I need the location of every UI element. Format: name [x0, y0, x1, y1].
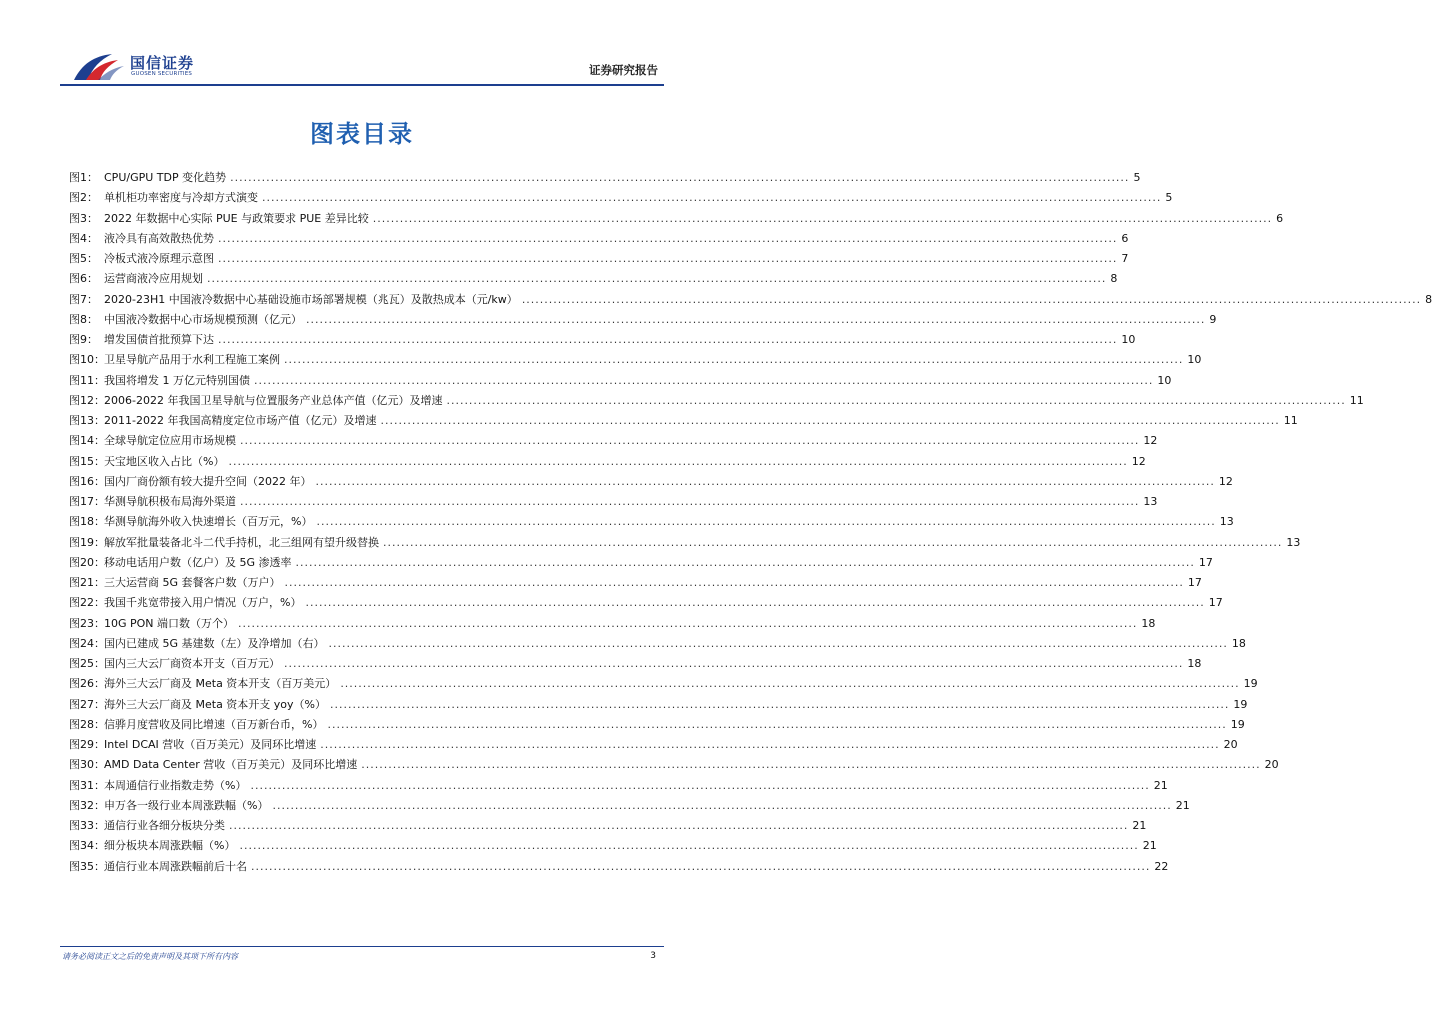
toc-item-page: 10 [1157, 373, 1172, 387]
toc-item-title: 2011-2022 年我国高精度定位市场产值（亿元）及增速 [104, 414, 377, 427]
toc-item-title: 三大运营商 5G 套餐客户数（万户） [104, 576, 281, 589]
toc-dot-leader: ........................................................................................................................................................................................................ [383, 535, 1283, 549]
brand-name: 国信证券 [130, 54, 195, 72]
toc-item-title: 2006-2022 年我国卫星导航与位置服务产业总体产值（亿元）及增速 [104, 393, 443, 407]
page-header [0, 0, 724, 90]
toc-item-title: 本周通信行业指数走势（%） [104, 778, 247, 792]
toc-item-number: 图4： [69, 231, 98, 245]
toc-item-title: 国内三大云厂商资本开支（百万元） [104, 657, 280, 670]
toc-dot-leader: ........................................................................................................................................................................................................ [272, 798, 1172, 812]
toc-item-number: 图31： [69, 778, 105, 792]
toc-item-number: 图3： [69, 211, 98, 225]
toc-item[interactable] [69, 411, 1298, 431]
toc-item-page: 17 [1198, 555, 1213, 569]
toc-item[interactable] [69, 836, 1157, 856]
toc-dot-leader: ........................................................................................................................................................................................................ [320, 738, 1220, 751]
toc-dot-leader: ........................................................................................................................................................................................................ [316, 515, 1216, 529]
toc-item[interactable] [69, 674, 1258, 694]
toc-item-number: 图35： [69, 859, 105, 873]
toc-item-title: 液冷具有高效散热优势 [104, 231, 214, 245]
toc-item[interactable] [69, 695, 1248, 715]
toc-item-number: 图5： [69, 252, 98, 265]
toc-item-page: 13 [1286, 535, 1301, 549]
toc-item-page: 19 [1243, 677, 1258, 691]
toc-item-number: 图10： [69, 353, 105, 367]
toc-item[interactable] [69, 492, 1158, 512]
toc-item-number: 图25： [69, 657, 105, 670]
toc-item-number: 图1： [69, 171, 98, 184]
toc-item-page: 18 [1187, 657, 1202, 670]
toc-item-number: 图2： [69, 191, 98, 205]
toc-item-page: 5 [1133, 171, 1141, 184]
toc-item-title: 我国将增发 1 万亿元特别国债 [104, 373, 250, 387]
toc-dot-leader: ........................................................................................................................................................................................................ [306, 312, 1206, 326]
toc-dot-leader: ........................................................................................................................................................................................................ [295, 555, 1195, 569]
toc-item-page: 10 [1121, 333, 1136, 346]
toc-item-title: 细分板块本周涨跌幅（%） [104, 839, 236, 853]
toc-dot-leader: ........................................................................................................................................................................................................ [238, 616, 1138, 630]
guosen-logo-icon [72, 50, 128, 82]
toc-item-title: 2022 年数据中心实际 PUE 与政策要求 PUE 差异比较 [104, 211, 369, 225]
toc-dot-leader: ........................................................................................................................................................................................................ [315, 474, 1215, 488]
toc-dot-leader: ........................................................................................................................................................................................................ [254, 373, 1154, 387]
toc-dot-leader: ........................................................................................................................................................................................................ [218, 333, 1118, 346]
toc-item-number: 图6： [69, 272, 98, 286]
toc-dot-leader: ........................................................................................................................................................................................................ [284, 576, 1184, 589]
toc-item[interactable] [69, 776, 1168, 796]
toc-item[interactable] [69, 512, 1234, 532]
toc-item-title: 运营商液冷应用规划 [104, 272, 203, 286]
toc-item[interactable] [69, 472, 1233, 492]
toc-item-number: 图29： [69, 738, 105, 751]
figure-list [69, 168, 1432, 877]
toc-item-page: 18 [1141, 616, 1156, 630]
toc-item-page: 9 [1209, 312, 1217, 326]
toc-item[interactable] [69, 310, 1217, 330]
toc-item[interactable] [69, 796, 1190, 816]
toc-dot-leader: ........................................................................................................................................................................................................ [240, 495, 1140, 508]
toc-item[interactable] [69, 533, 1301, 553]
toc-item-number: 图32： [69, 798, 105, 812]
toc-dot-leader: ........................................................................................................................................................................................................ [284, 657, 1184, 670]
toc-item-number: 图17： [69, 495, 105, 508]
toc-item[interactable] [69, 371, 1172, 391]
page-number: 3 [650, 951, 656, 961]
toc-item-number: 图18： [69, 515, 105, 529]
toc-item-page: 20 [1223, 738, 1238, 751]
toc-item-page: 13 [1219, 515, 1234, 529]
toc-item-page: 17 [1208, 596, 1223, 610]
toc-dot-leader: ........................................................................................................................................................................................................ [521, 292, 1422, 306]
toc-item-number: 图13： [69, 414, 105, 427]
toc-item-number: 图14： [69, 434, 105, 448]
toc-item-title: 天宝地区收入占比（%） [104, 454, 225, 468]
toc-item-number: 图11： [69, 373, 105, 387]
toc-item-page: 21 [1153, 778, 1168, 792]
toc-dot-leader: ........................................................................................................................................................................................................ [372, 211, 1273, 225]
toc-item-title: 冷板式液冷原理示意图 [104, 252, 214, 265]
toc-item-title: 单机柜功率密度与冷却方式演变 [104, 191, 258, 205]
toc-dot-leader: ........................................................................................................................................................................................................ [305, 596, 1205, 610]
toc-item[interactable] [69, 593, 1223, 613]
toc-item-page: 11 [1349, 393, 1364, 407]
toc-dot-leader: ........................................................................................................................................................................................................ [207, 272, 1107, 286]
toc-item-title: 信骅月度营收及同比增速（百万新台币，%） [104, 717, 324, 731]
toc-item-page: 21 [1142, 839, 1157, 853]
toc-item-title: 卫星导航产品用于水利工程施工案例 [104, 353, 280, 367]
toc-item-number: 图26： [69, 677, 105, 691]
toc-item[interactable] [69, 573, 1202, 593]
toc-item-number: 图7： [69, 292, 98, 306]
toc-dot-leader: ........................................................................................................................................................................................................ [230, 171, 1130, 184]
disclaimer-note: 请务必阅读正文之后的免责声明及其项下所有内容 [62, 952, 238, 961]
toc-item-title: Intel DCAI 营收（百万美元）及同环比增速 [104, 738, 317, 751]
page-title: 图表目录 [310, 120, 414, 148]
toc-item[interactable] [69, 209, 1284, 229]
toc-item-page: 6 [1121, 231, 1129, 245]
toc-item-title: 中国液冷数据中心市场规模预测（亿元） [104, 312, 302, 326]
toc-item-title: 全球导航定位应用市场规模 [104, 434, 236, 448]
toc-item-page: 18 [1231, 636, 1246, 650]
toc-item[interactable] [69, 229, 1129, 249]
toc-dot-leader: ........................................................................................................................................................................................................ [361, 758, 1261, 772]
toc-dot-leader: ........................................................................................................................................................................................................ [228, 454, 1128, 468]
toc-item-number: 图22： [69, 596, 105, 610]
toc-item-number: 图30： [69, 758, 105, 772]
toc-item-title: 移动电话用户数（亿户）及 5G 渗透率 [104, 555, 292, 569]
toc-item[interactable] [69, 249, 1129, 269]
toc-item-title: 华测导航积极布局海外渠道 [104, 495, 236, 508]
toc-item-page: 22 [1154, 859, 1169, 873]
toc-item[interactable] [69, 452, 1146, 472]
toc-dot-leader: ........................................................................................................................................................................................................ [330, 697, 1230, 711]
toc-item-title: 通信行业本周涨跌幅前后十名 [104, 859, 247, 873]
toc-item-page: 12 [1131, 454, 1146, 468]
toc-item-number: 图20： [69, 555, 105, 569]
toc-dot-leader: ........................................................................................................................................................................................................ [240, 434, 1140, 448]
toc-item[interactable] [69, 330, 1136, 350]
toc-dot-leader: ........................................................................................................................................................................................................ [218, 252, 1118, 265]
toc-item-number: 图23： [69, 616, 105, 630]
toc-item-title: 通信行业各细分板块分类 [104, 819, 225, 832]
toc-item[interactable] [69, 188, 1173, 208]
toc-dot-leader: ........................................................................................................................................................................................................ [229, 819, 1129, 832]
toc-dot-leader: ........................................................................................................................................................................................................ [251, 859, 1151, 873]
footer-divider [60, 946, 664, 947]
toc-item-number: 图33： [69, 819, 105, 832]
toc-dot-leader: ........................................................................................................................................................................................................ [446, 393, 1346, 407]
toc-item-title: CPU/GPU TDP 变化趋势 [104, 171, 227, 184]
toc-item[interactable] [69, 634, 1246, 654]
toc-item-title: 2020-23H1 中国液冷数据中心基础设施市场部署规模（兆瓦）及散热成本（元/kw） [104, 292, 518, 306]
toc-item-title: 10G PON 端口数（万个） [104, 616, 235, 630]
toc-dot-leader: ........................................................................................................................................................................................................ [262, 191, 1162, 205]
toc-item-title: 我国千兆宽带接入用户情况（万户，%） [104, 596, 302, 610]
toc-item-page: 17 [1187, 576, 1202, 589]
toc-item-title: 申万各一级行业本周涨跌幅（%） [104, 798, 269, 812]
header-divider [60, 84, 664, 86]
toc-item-number: 图19： [69, 535, 105, 549]
toc-item-page: 7 [1121, 252, 1129, 265]
toc-item-number: 图12： [69, 393, 105, 407]
toc-item[interactable] [69, 290, 1432, 310]
toc-item[interactable] [69, 553, 1213, 573]
toc-dot-leader: ........................................................................................................................................................................................................ [327, 717, 1227, 731]
toc-item-number: 图24： [69, 636, 105, 650]
toc-dot-leader: ........................................................................................................................................................................................................ [340, 677, 1240, 691]
toc-item-page: 10 [1187, 353, 1202, 367]
toc-item-number: 图27： [69, 697, 105, 711]
toc-item-title: 海外三大云厂商及 Meta 资本开支（百万美元） [104, 677, 337, 691]
report-type-label: 证券研究报告 [589, 63, 658, 77]
toc-dot-leader: ........................................................................................................................................................................................................ [284, 353, 1184, 367]
toc-item-page: 11 [1283, 414, 1298, 427]
toc-item-number: 图8： [69, 312, 98, 326]
toc-item-title: 海外三大云厂商及 Meta 资本开支 yoy（%） [104, 697, 327, 711]
toc-item[interactable] [69, 391, 1364, 411]
toc-item-page: 8 [1425, 292, 1432, 306]
toc-item-title: 解放军批量装备北斗二代手持机，北三组网有望升级替换 [104, 535, 379, 549]
toc-item-title: 国内已建成 5G 基建数（左）及净增加（右） [104, 636, 325, 650]
toc-item-page: 21 [1132, 819, 1147, 832]
toc-item[interactable] [69, 614, 1156, 634]
toc-item-page: 13 [1143, 495, 1158, 508]
toc-item-number: 图16： [69, 474, 105, 488]
brand-name-english: GUOSEN SECURITIES [131, 71, 193, 77]
toc-dot-leader: ........................................................................................................................................................................................................ [239, 839, 1139, 853]
toc-item-page: 12 [1218, 474, 1233, 488]
toc-item-page: 8 [1110, 272, 1118, 286]
toc-item-page: 20 [1264, 758, 1279, 772]
toc-item-page: 19 [1230, 717, 1245, 731]
toc-item[interactable] [69, 857, 1169, 877]
toc-item-number: 图15： [69, 454, 105, 468]
toc-dot-leader: ........................................................................................................................................................................................................ [218, 231, 1118, 245]
toc-item[interactable] [69, 816, 1147, 836]
toc-item[interactable] [69, 654, 1202, 674]
toc-item-page: 12 [1143, 434, 1158, 448]
toc-item[interactable] [69, 735, 1238, 755]
toc-dot-leader: ........................................................................................................................................................................................................ [250, 778, 1150, 792]
toc-item-title: 增发国债首批预算下达 [104, 333, 214, 346]
toc-item[interactable] [69, 431, 1158, 451]
toc-item-page: 6 [1276, 211, 1284, 225]
toc-dot-leader: ........................................................................................................................................................................................................ [380, 414, 1280, 427]
toc-item-number: 图28： [69, 717, 105, 731]
toc-item[interactable] [69, 715, 1245, 735]
toc-item[interactable] [69, 755, 1279, 775]
toc-item-title: 华测导航海外收入快速增长（百万元，%） [104, 515, 313, 529]
toc-item-page: 5 [1165, 191, 1173, 205]
toc-item[interactable] [69, 269, 1118, 289]
toc-item-title: 国内厂商份额有较大提升空间（2022 年） [104, 474, 312, 488]
toc-item-page: 19 [1233, 697, 1248, 711]
toc-dot-leader: ........................................................................................................................................................................................................ [328, 636, 1228, 650]
toc-item-number: 图34： [69, 839, 105, 853]
toc-item[interactable] [69, 350, 1202, 370]
toc-item-title: AMD Data Center 营收（百万美元）及同环比增速 [104, 758, 358, 772]
toc-item[interactable] [69, 168, 1141, 188]
toc-item-number: 图21： [69, 576, 105, 589]
toc-item-number: 图9： [69, 333, 98, 346]
toc-item-page: 21 [1175, 798, 1190, 812]
